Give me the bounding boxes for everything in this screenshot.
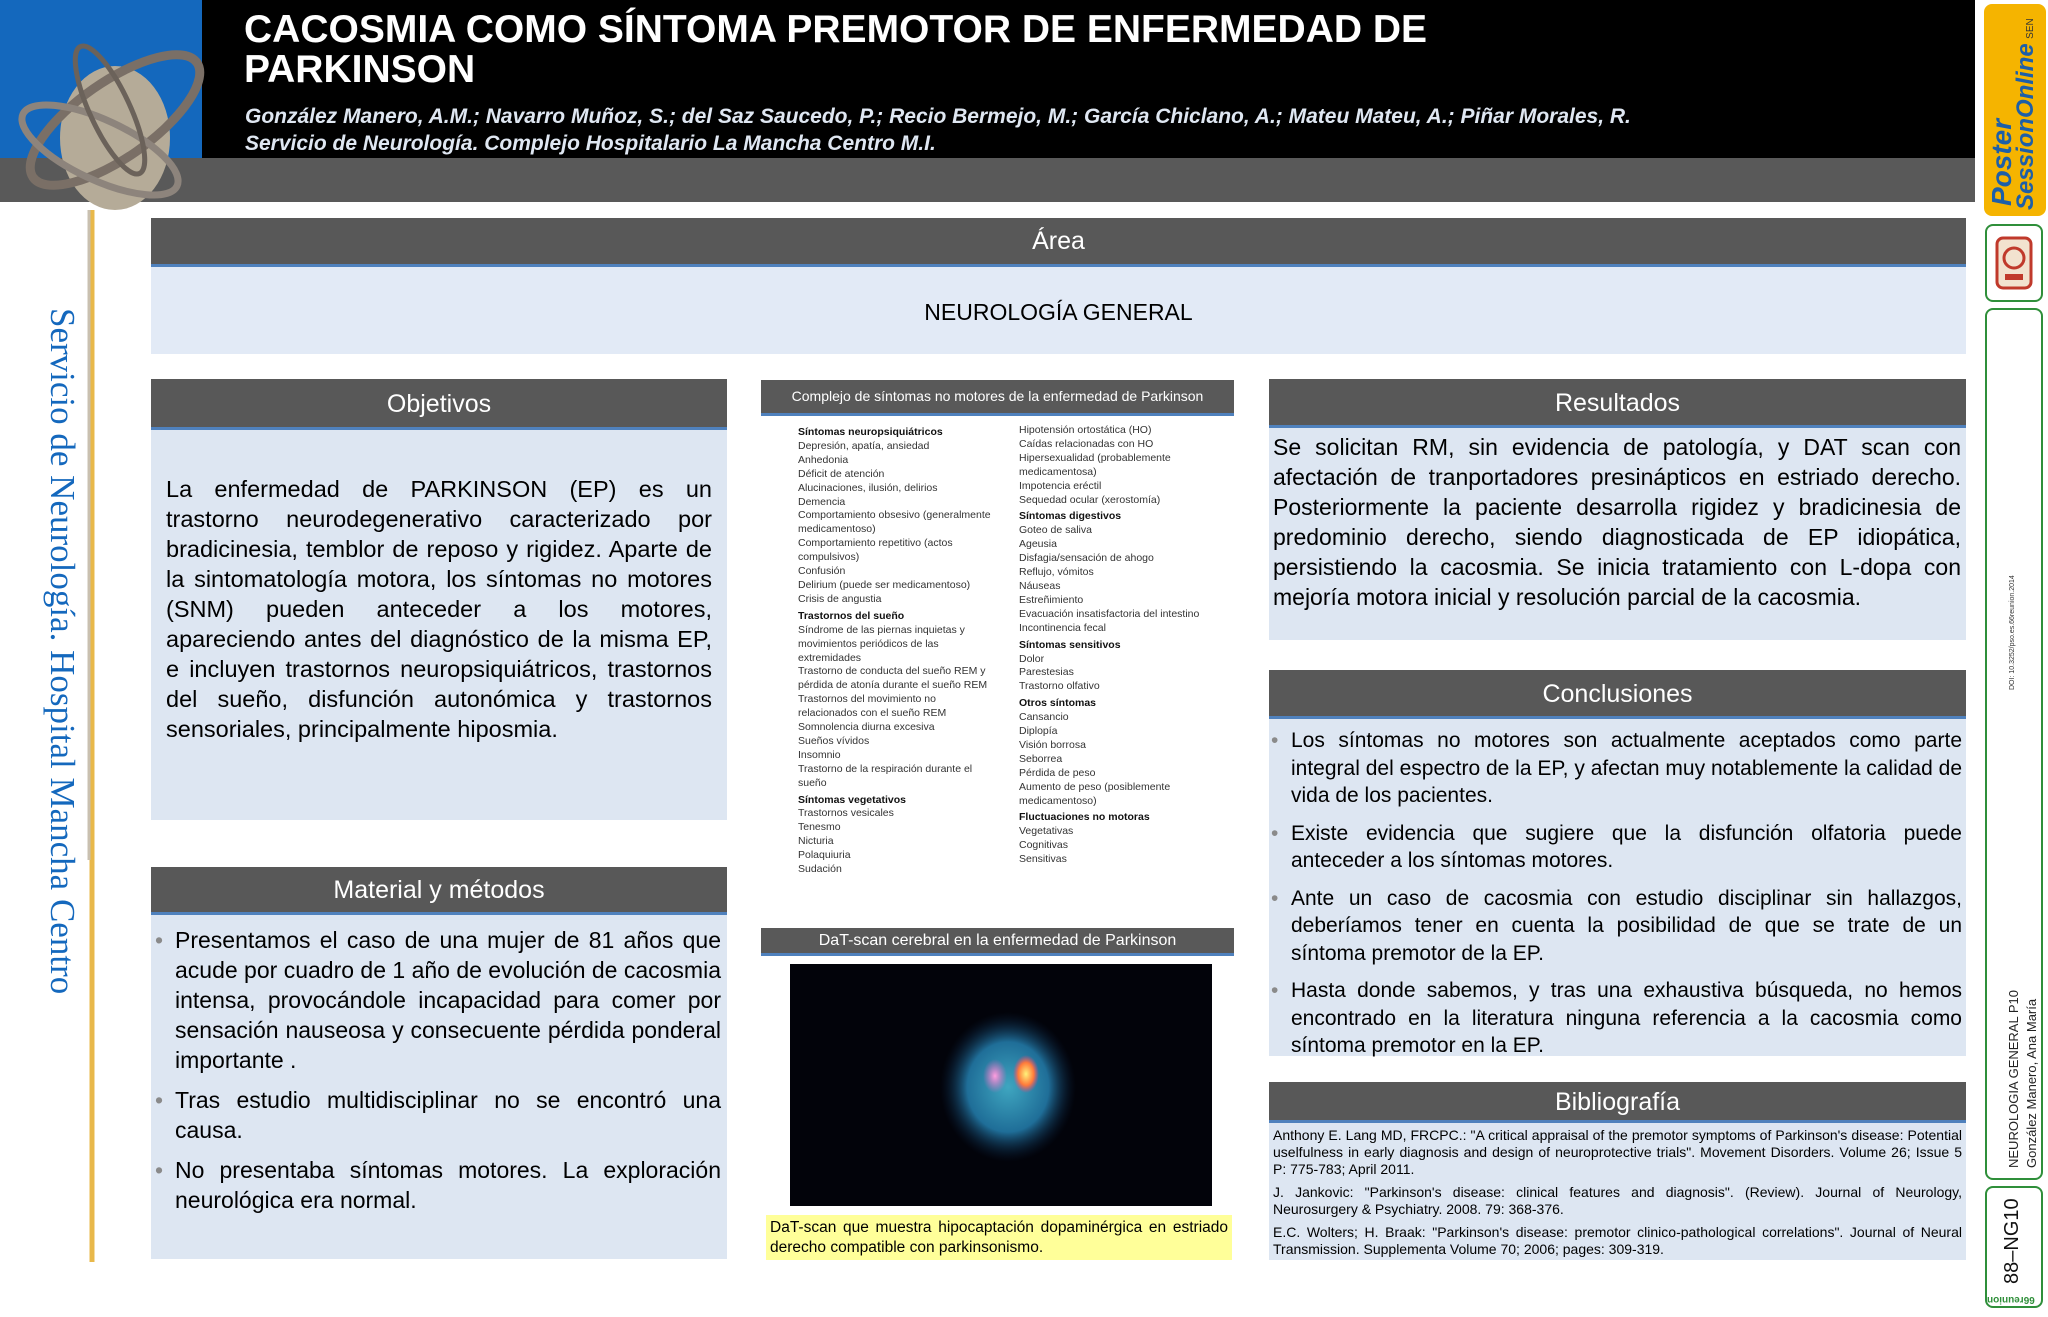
figure1-symptom: medicamentoso) [1019,794,1097,807]
area-value: NEUROLOGÍA GENERAL [151,267,1966,354]
figure1-symptom: relacionados con el sueño REM [798,707,947,720]
figure1-symptom: Hipersexualidad (probablemente [1019,451,1171,464]
author-block [245,103,1631,157]
figure1-symptom: medicamentoso) [798,523,876,536]
figure1-symptom: Visión borrosa [1019,738,1086,751]
society-badge [1985,224,2043,302]
reference: E.C. Wolters; H. Braak: "Parkinson's disease: premotor clinico-pathological correlations". Journal of Neural Transmission. Supplementa Volume 70; 2006; pages: 309-319. [1273,1224,1962,1257]
figure1-symptom: Trastorno olfativo [1019,680,1100,693]
figure2-caption: DaT-scan que muestra hipocaptación dopaminérgica en estriado derecho compatible con parkinsonismo. [766,1215,1232,1260]
figure1-symptom: Cognitivas [1019,839,1069,852]
figure1-symptom: compulsivos) [798,551,860,564]
doi-text: DOI: 10.3252/pso.es.66reunion.2014 [2009,575,2016,690]
figure1-symptom: Demencia [798,495,846,508]
material-panel [151,915,727,1259]
service-text: Servicio de Neurología. Hospital Mancha Centro [43,308,82,995]
objetivos-text: La enfermedad de PARKINSON (EP) es un trastorno neurodegenerativo caracterizado por bradicinesia, temblor de reposo y rigidez. Aparte de la sintomatología motora, los síntomas no motores (SNM) pueden anteceder a los motores, apareciendo antes del diagnóstico de la misma EP, e incluyen trastornos neuropsiquiátricos, trastornos del sueño, disfunción autonómica y trastornos sensoriales, principalmente hiposmia. [166,476,712,742]
dat-scan-image [790,964,1212,1206]
material-list [153,925,721,1215]
figure1-symptom: Alucinaciones, ilusión, delirios [798,481,938,494]
figure1-symptom: Aumento de peso (posiblemente [1019,780,1171,793]
brand-word-2: SessionOnline [2012,43,2039,210]
figure1-symptom: Sequedad ocular (xerostomía) [1019,493,1161,506]
resultados-panel [1269,428,1966,640]
figure1-symptom: Estreñimiento [1019,593,1084,606]
figure1-symptom: Nicturia [798,835,834,848]
figure1-symptom: Tenesmo [798,821,841,834]
figure1-category-heading: Síntomas vegetativos [798,793,906,806]
reunion-tag: 66reunion [1987,1294,2035,1305]
list-item: • No presentaba síntomas motores. La exploración neurológica era normal. [153,1155,721,1215]
figure1-symptom: Somnolencia diurna excesiva [798,721,935,734]
poster-title: CACOSMIA COMO SÍNTOMA PREMOTOR DE ENFERMEDAD DE PARKINSON [244,8,1428,91]
conclusiones-list [1269,727,1962,1060]
figure1-symptom: Disfagia/sensación de ahogo [1019,552,1154,565]
poster-session-brand [1984,4,2046,216]
resultados-heading: Resultados [1269,379,1966,428]
figure2-title: DaT-scan cerebral en la enfermedad de Parkinson [761,928,1234,956]
list-item: • Los síntomas no motores son actualmente aceptados como parte integral del espectro de la EP, y afectan muy notablemente la calidad de vida de los pacientes. [1269,727,1962,810]
bibliografia-heading: Bibliografía [1269,1082,1966,1123]
figure1-symptom: Comportamiento obsesivo (generalmente [798,509,991,522]
figure1-left-column [798,426,991,877]
figure1-symptom: Sueños vívidos [798,734,870,747]
figure1-symptom: Delirium (puede ser medicamentoso) [798,578,971,591]
header-stripe [0,158,1975,202]
figure1-symptom: Déficit de atención [798,467,885,480]
figure1-symptom: Comportamiento repetitivo (actos [798,537,953,550]
figure1-symptom: Incontinencia fecal [1019,621,1106,634]
figure1-symptom: Vegetativas [1019,825,1074,838]
reference: Anthony E. Lang MD, FRCPC.: "A critical appraisal of the premotor symptoms of Parkinson's disease: Potential uselfulness in early diagnosis and design of neuroprotective trials". Movement Disorders. Volume 26; Issue 5 P: 775-783; April 2011. [1273,1127,1962,1177]
figure1-category-heading: Síntomas digestivos [1019,510,1122,523]
figure1-symptom: Pérdida de peso [1019,766,1096,779]
figure1-symptom: Reflujo, vómitos [1019,566,1094,579]
conclusiones-heading: Conclusiones [1269,670,1966,719]
figure1-symptom: Caídas relacionadas con HO [1019,437,1154,450]
material-heading: Material y métodos [151,867,727,915]
figure1-title: Complejo de síntomas no motores de la enfermedad de Parkinson [761,380,1234,416]
figure1-symptom: Náuseas [1019,579,1061,592]
figure1-category-heading: Síntomas neuropsiquiátricos [798,426,943,438]
figure1-symptom: Polaquiuria [798,849,851,862]
bibliografia-panel [1269,1123,1966,1260]
figure1-category-heading: Trastornos del sueño [798,609,905,622]
figure1-symptom: Impotencia eréctil [1019,479,1102,492]
figure1-symptom: pérdida de atonía durante el sueño REM [798,679,988,692]
poster-number: 88–NG10 [2001,1198,2023,1284]
vertical-service-label [42,308,82,1098]
figure1-category-heading: Síntomas sensitivos [1019,638,1121,651]
figure1-symptom: Seborrea [1019,752,1063,765]
institution: Servicio de Neurología. Complejo Hospitalario La Mancha Centro M.I. [245,132,936,155]
right-strip [1981,0,2048,1317]
figure1-symptom: Cansancio [1019,711,1069,724]
nonmotor-symptoms-figure [761,380,1234,880]
list-item: • Existe evidencia que sugiere que la disfunción olfatoria puede anteceder a los síntomas motores. [1269,820,1962,875]
figure1-symptom: movimientos periódicos de las [798,637,939,650]
brand-word-1: Poster [1986,118,2017,206]
poster-number-value: 88 [2001,1261,2023,1284]
list-item: • Presentamos el caso de una mujer de 81 años que acude por cuadro de 1 año de evolución de cacosmia intensa, provocándole incapacidad para comer por sensación nauseosa y consecuente pérdida ponderal importante . [153,925,721,1075]
list-item: • Ante un caso de cacosmia con estudio disciplinar sin hallazgos, deberíamos tener en cuenta la posibilidad de que se trate de un síntoma premotor de la EP. [1269,885,1962,968]
figure1-symptom: Confusión [798,565,846,578]
figure1-category-heading: Otros síntomas [1019,697,1097,710]
poster-author: González Manero, Ana María [2024,998,2039,1168]
figure1-symptom: Evacuación insatisfactoria del intestino [1019,607,1200,620]
figure1-symptom: Diplopía [1019,725,1058,738]
figure1-symptom: extremidades [798,651,862,664]
figure1-symptom: Hipotensión ortostática (HO) [1019,424,1152,436]
society-logo-icon [1987,226,2041,300]
conclusiones-panel [1269,719,1966,1056]
authors: González Manero, A.M.; Navarro Muñoz, S.; del Saz Saucedo, P.; Recio Bermejo, M.; García Chiclano, A.; Mateu Mateu, A.; Piñar Morales, R. [245,105,1631,128]
figure1-symptom: Ageusia [1019,538,1057,551]
poster-code: NEUROLOGIA GENERAL P10 [2006,990,2021,1168]
reference: J. Jankovic: "Parkinson's disease: clinical features and diagnosis". (Review). Journal of Neurology, Neurosurgery & Psychiatry. 2008. 79: 368-376. [1273,1184,1962,1217]
figure1-symptom: sueño [798,776,827,789]
figure1-symptom: Anhedonia [798,453,849,466]
figure1-symptom: Insomnio [798,748,841,761]
figure1-symptom: Trastorno de la respiración durante el [798,762,973,775]
poster-id-value: NG10 [2001,1198,2023,1251]
figure1-symptom: Parestesias [1019,666,1074,679]
list-item: • Hasta donde sabemos, y tras una exhaustiva búsqueda, no hemos encontrado en la literatura ninguna referencia a la cacosmia como síntoma premotor en la EP. [1269,977,1962,1060]
figure1-symptom: Goteo de saliva [1019,524,1092,537]
objetivos-panel [151,430,727,820]
figure1-right-column [1019,424,1199,867]
figure1-symptom: medicamentosa) [1019,465,1097,478]
figure1-symptom: Trastorno de conducta del sueño REM y [798,665,986,678]
figure1-symptom: Dolor [1019,652,1045,665]
figure1-symptom: Depresión, apatía, ansiedad [798,439,930,452]
objetivos-heading: Objetivos [151,379,727,430]
figure1-symptom: Sensitivas [1019,853,1067,866]
figure1-symptom: Sudación [798,863,842,876]
figure1-category-heading: Fluctuaciones no motoras [1019,811,1150,824]
figure1-symptom: Trastornos del movimiento no [798,693,936,706]
figure1-symptom: Síndrome de las piernas inquietas y [798,623,965,636]
figure1-symptom: Crisis de angustia [798,592,882,605]
resultados-text: Se solicitan RM, sin evidencia de patología, y DAT scan con afectación de tranportadores presinápticos en estriado derecho. Posteriormente la paciente desarrolla rigidez y bradicinesia de predominio derecho, siendo diagnosticada de EP idiopática, persistiendo la cacosmia. Se inicia tratamiento con L-dopa con mejoría motora inicial y resolución parcial de la cacosmia. [1273,434,1961,610]
figure1-symptom: Trastornos vesicales [798,807,894,820]
area-heading: Área [151,218,1966,267]
brand-sup: SEN [2025,18,2036,39]
list-item: • Tras estudio multidisciplinar no se encontró una causa. [153,1085,721,1145]
